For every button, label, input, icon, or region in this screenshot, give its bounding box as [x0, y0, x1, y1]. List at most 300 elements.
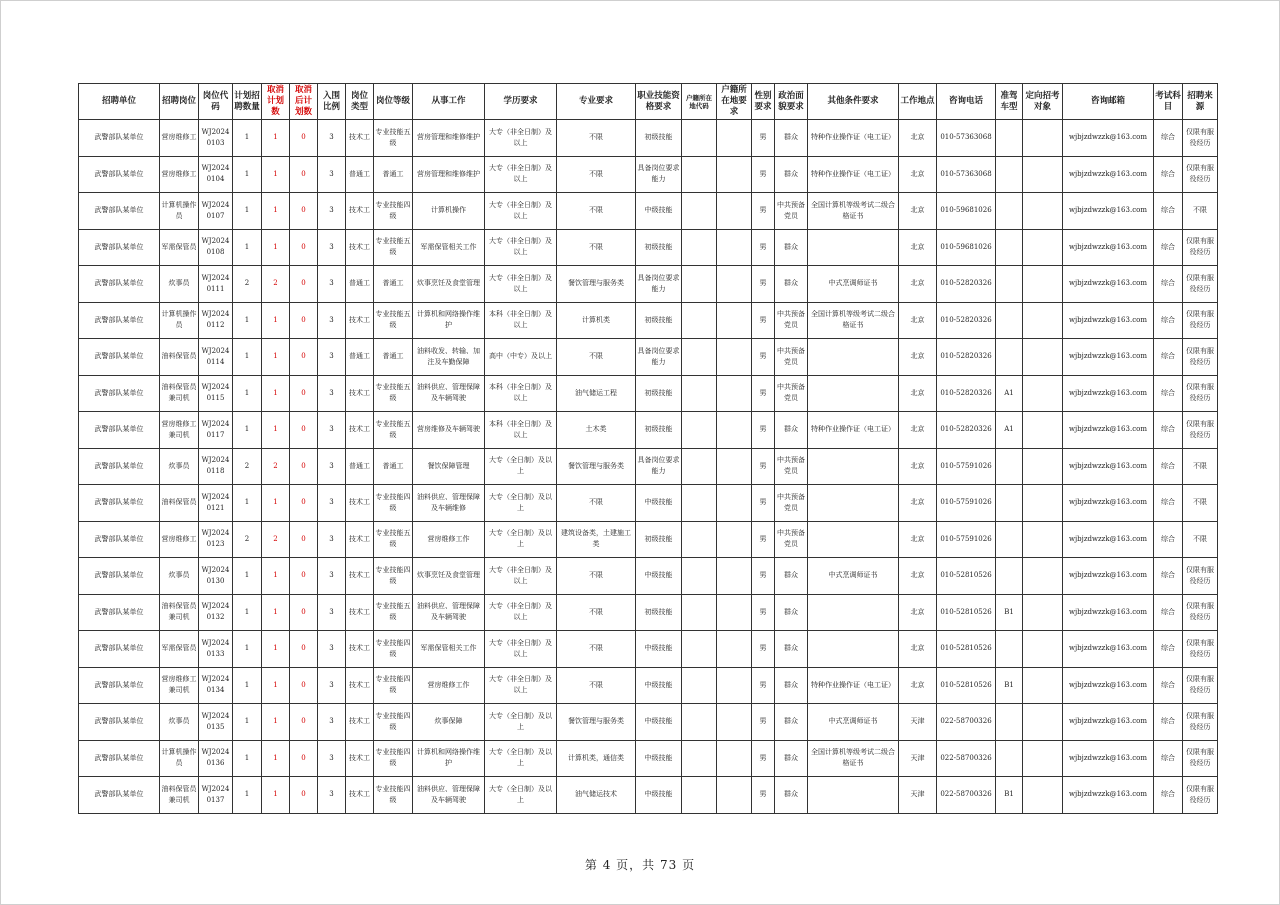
cell-hukou-code: [682, 521, 717, 558]
cell-phone: 010-57363068: [937, 156, 996, 193]
cell-other: 全国计算机等级考试二级合格证书: [808, 302, 899, 339]
cell-level: 专业技能五级: [374, 375, 413, 412]
cell-location: 天津: [899, 740, 937, 777]
cell-gender: 男: [752, 704, 775, 741]
cell-skill-qualification: 初级技能: [636, 229, 682, 266]
cell-target: [1023, 521, 1063, 558]
cell-target: [1023, 375, 1063, 412]
cell-gender: 男: [752, 412, 775, 449]
cell-work: 餐饮保障管理: [413, 448, 485, 485]
cell-unit: 武警部队某单位: [79, 521, 160, 558]
cell-major: 计算机类: [557, 302, 636, 339]
cell-target: [1023, 777, 1063, 814]
cell-unit: 武警部队某单位: [79, 193, 160, 230]
cell-level: 普通工: [374, 339, 413, 376]
cell-phone: 010-52810526: [937, 667, 996, 704]
cell-political: 群众: [775, 120, 808, 157]
cell-education: 本科（非全日制）及以上: [485, 375, 557, 412]
cell-major: 不限: [557, 339, 636, 376]
cell-type: 技术工: [346, 704, 374, 741]
cell-code: WJ20240112: [199, 302, 233, 339]
cell-license: A1: [996, 375, 1023, 412]
table-row: [79, 120, 1218, 157]
cell-education: 大专（非全日制）及以上: [485, 120, 557, 157]
cell-email: wjbjzdwzzk@163.com: [1063, 302, 1154, 339]
cell-gender: 男: [752, 740, 775, 777]
cell-gender: 男: [752, 485, 775, 522]
cell-planned: 1: [233, 558, 262, 595]
cell-exam: 综合: [1154, 594, 1183, 631]
cell-position: 油料保管员兼司机: [160, 375, 199, 412]
cell-source: 仅限有服役经历: [1183, 229, 1218, 266]
cell-phone: 010-57591026: [937, 521, 996, 558]
cell-major: 不限: [557, 193, 636, 230]
cell-other: [808, 448, 899, 485]
cell-cancelled: 1: [262, 120, 290, 157]
table-row: [79, 193, 1218, 230]
cell-education: 本科（非全日制）及以上: [485, 412, 557, 449]
cell-type: 技术工: [346, 229, 374, 266]
table-body: [79, 120, 1218, 814]
cell-code: WJ20240114: [199, 339, 233, 376]
col-header-education: 学历要求: [485, 84, 557, 120]
cell-position: 营房维修工兼司机: [160, 412, 199, 449]
cell-level: 普通工: [374, 448, 413, 485]
cell-phone: 022-58700326: [937, 777, 996, 814]
cell-cancelled: 1: [262, 156, 290, 193]
cell-cancelled: 1: [262, 485, 290, 522]
cell-education: 大专（全日制）及以上: [485, 521, 557, 558]
cell-hukou-requirement: [717, 375, 752, 412]
cell-cancelled: 1: [262, 667, 290, 704]
cell-exam: 综合: [1154, 558, 1183, 595]
cell-location: 北京: [899, 558, 937, 595]
cell-source: 不限: [1183, 448, 1218, 485]
cell-work: 军需保管相关工作: [413, 229, 485, 266]
cell-phone: 010-57591026: [937, 448, 996, 485]
cell-target: [1023, 448, 1063, 485]
cell-position: 营房维修工: [160, 521, 199, 558]
cell-hukou-code: [682, 302, 717, 339]
cell-skill-qualification: 中级技能: [636, 704, 682, 741]
cell-education: 大专（全日制）及以上: [485, 740, 557, 777]
cell-license: B1: [996, 667, 1023, 704]
cell-hukou-code: [682, 266, 717, 303]
table-row: [79, 412, 1218, 449]
cell-education: 大专（非全日制）及以上: [485, 558, 557, 595]
cell-target: [1023, 631, 1063, 668]
cell-location: 北京: [899, 339, 937, 376]
cell-work: 营房维修工作: [413, 667, 485, 704]
cell-position: 油料保管员: [160, 339, 199, 376]
cell-target: [1023, 667, 1063, 704]
cell-planned: 1: [233, 339, 262, 376]
cell-remaining: 0: [290, 667, 318, 704]
cell-unit: 武警部队某单位: [79, 704, 160, 741]
cell-exam: 综合: [1154, 485, 1183, 522]
cell-code: WJ20240134: [199, 667, 233, 704]
cell-email: wjbjzdwzzk@163.com: [1063, 120, 1154, 157]
table-row: [79, 777, 1218, 814]
cell-cancelled: 1: [262, 558, 290, 595]
cell-remaining: 0: [290, 777, 318, 814]
cell-remaining: 0: [290, 120, 318, 157]
col-header-license: 准驾车型: [996, 84, 1023, 120]
cell-planned: 1: [233, 156, 262, 193]
cell-source: 仅限有服役经历: [1183, 375, 1218, 412]
cell-hukou-requirement: [717, 631, 752, 668]
cell-exam: 综合: [1154, 193, 1183, 230]
header-row: [79, 84, 1218, 120]
cell-work: 营房维修及车辆驾驶: [413, 412, 485, 449]
cell-cancelled: 1: [262, 302, 290, 339]
cell-type: 技术工: [346, 667, 374, 704]
table-row: [79, 375, 1218, 412]
cell-hukou-requirement: [717, 193, 752, 230]
cell-level: 专业技能四级: [374, 558, 413, 595]
cell-work: 计算机和网络操作维护: [413, 740, 485, 777]
cell-email: wjbjzdwzzk@163.com: [1063, 412, 1154, 449]
cell-position: 营房维修工: [160, 156, 199, 193]
cell-email: wjbjzdwzzk@163.com: [1063, 521, 1154, 558]
cell-work: 油料供应、管理保障及车辆驾驶: [413, 777, 485, 814]
col-header-gender: 性别要求: [752, 84, 775, 120]
cell-work: 计算机和网络操作维护: [413, 302, 485, 339]
cell-cancelled: 1: [262, 339, 290, 376]
cell-hukou-requirement: [717, 558, 752, 595]
cell-remaining: 0: [290, 412, 318, 449]
cell-exam: 综合: [1154, 156, 1183, 193]
cell-unit: 武警部队某单位: [79, 631, 160, 668]
col-header-position: 招聘岗位: [160, 84, 199, 120]
cell-code: WJ20240121: [199, 485, 233, 522]
cell-hukou-requirement: [717, 266, 752, 303]
cell-skill-qualification: 中级技能: [636, 193, 682, 230]
cell-level: 普通工: [374, 266, 413, 303]
cell-remaining: 0: [290, 302, 318, 339]
cell-gender: 男: [752, 375, 775, 412]
cell-political: 中共预备党员: [775, 448, 808, 485]
cell-work: 油料供应、管理保障及车辆驾驶: [413, 594, 485, 631]
col-header-email: 咨询邮箱: [1063, 84, 1154, 120]
cell-exam: 综合: [1154, 266, 1183, 303]
cell-hukou-requirement: [717, 594, 752, 631]
cell-type: 技术工: [346, 120, 374, 157]
cell-hukou-requirement: [717, 229, 752, 266]
cell-planned: 1: [233, 667, 262, 704]
cell-political: 群众: [775, 594, 808, 631]
cell-email: wjbjzdwzzk@163.com: [1063, 594, 1154, 631]
cell-code: WJ20240117: [199, 412, 233, 449]
cell-cancelled: 1: [262, 412, 290, 449]
cell-email: wjbjzdwzzk@163.com: [1063, 704, 1154, 741]
cell-location: 北京: [899, 448, 937, 485]
cell-planned: 1: [233, 229, 262, 266]
cell-skill-qualification: 中级技能: [636, 485, 682, 522]
cell-source: 仅限有服役经历: [1183, 777, 1218, 814]
cell-type: 普通工: [346, 156, 374, 193]
cell-source: 仅限有服役经历: [1183, 704, 1218, 741]
cell-cancelled: 1: [262, 375, 290, 412]
cell-remaining: 0: [290, 631, 318, 668]
cell-type: 技术工: [346, 558, 374, 595]
cell-target: [1023, 558, 1063, 595]
cell-target: [1023, 485, 1063, 522]
cell-major: 不限: [557, 558, 636, 595]
cell-location: 北京: [899, 521, 937, 558]
cell-cancelled: 1: [262, 229, 290, 266]
cell-hukou-requirement: [717, 704, 752, 741]
cell-location: 北京: [899, 594, 937, 631]
cell-unit: 武警部队某单位: [79, 412, 160, 449]
cell-political: 群众: [775, 777, 808, 814]
cell-exam: 综合: [1154, 302, 1183, 339]
cell-hukou-code: [682, 339, 717, 376]
cell-education: 大专（非全日制）及以上: [485, 266, 557, 303]
cell-political: 群众: [775, 266, 808, 303]
cell-unit: 武警部队某单位: [79, 485, 160, 522]
cell-position: 营房维修工兼司机: [160, 667, 199, 704]
cell-location: 北京: [899, 266, 937, 303]
cell-other: [808, 521, 899, 558]
cell-phone: 010-57591026: [937, 485, 996, 522]
cell-exam: 综合: [1154, 448, 1183, 485]
cell-source: 仅限有服役经历: [1183, 302, 1218, 339]
cell-exam: 综合: [1154, 229, 1183, 266]
cell-type: 技术工: [346, 594, 374, 631]
cell-unit: 武警部队某单位: [79, 777, 160, 814]
cell-work: 油料供应、管理保障及车辆驾驶: [413, 375, 485, 412]
cell-location: 天津: [899, 777, 937, 814]
cell-ratio: 3: [318, 485, 346, 522]
cell-unit: 武警部队某单位: [79, 266, 160, 303]
cell-gender: 男: [752, 120, 775, 157]
cell-phone: 010-52820326: [937, 302, 996, 339]
cell-type: 普通工: [346, 339, 374, 376]
cell-target: [1023, 412, 1063, 449]
cell-target: [1023, 302, 1063, 339]
table-row: [79, 339, 1218, 376]
cell-license: [996, 485, 1023, 522]
cell-code: WJ20240135: [199, 704, 233, 741]
cell-ratio: 3: [318, 740, 346, 777]
cell-education: 大专（非全日制）及以上: [485, 229, 557, 266]
cell-unit: 武警部队某单位: [79, 339, 160, 376]
cell-position: 计算机操作员: [160, 740, 199, 777]
cell-political: 中共预备党员: [775, 302, 808, 339]
cell-license: [996, 521, 1023, 558]
cell-location: 北京: [899, 120, 937, 157]
cell-major: 餐饮管理与服务类: [557, 448, 636, 485]
cell-unit: 武警部队某单位: [79, 229, 160, 266]
table-row: [79, 266, 1218, 303]
cell-level: 专业技能四级: [374, 740, 413, 777]
cell-major: 油气储运工程: [557, 375, 636, 412]
cell-ratio: 3: [318, 667, 346, 704]
cell-location: 北京: [899, 667, 937, 704]
cell-remaining: 0: [290, 704, 318, 741]
cell-ratio: 3: [318, 302, 346, 339]
cell-skill-qualification: 初级技能: [636, 120, 682, 157]
cell-major: 不限: [557, 594, 636, 631]
cell-level: 专业技能四级: [374, 193, 413, 230]
cell-education: 大专（非全日制）及以上: [485, 631, 557, 668]
cell-target: [1023, 339, 1063, 376]
cell-skill-qualification: 初级技能: [636, 521, 682, 558]
cell-education: 大专（全日制）及以上: [485, 485, 557, 522]
cell-political: 群众: [775, 156, 808, 193]
col-header-source: 招聘来源: [1183, 84, 1218, 120]
cell-major: 不限: [557, 631, 636, 668]
cell-cancelled: 1: [262, 704, 290, 741]
cell-target: [1023, 229, 1063, 266]
cell-target: [1023, 156, 1063, 193]
cell-other: 中式烹调师证书: [808, 704, 899, 741]
cell-skill-qualification: 中级技能: [636, 558, 682, 595]
cell-location: 北京: [899, 485, 937, 522]
cell-location: 北京: [899, 302, 937, 339]
cell-source: 仅限有服役经历: [1183, 558, 1218, 595]
cell-planned: 1: [233, 120, 262, 157]
cell-level: 专业技能五级: [374, 229, 413, 266]
cell-type: 普通工: [346, 266, 374, 303]
table-row: [79, 667, 1218, 704]
cell-other: [808, 777, 899, 814]
cell-location: 北京: [899, 229, 937, 266]
cell-skill-qualification: 初级技能: [636, 412, 682, 449]
cell-political: 群众: [775, 704, 808, 741]
cell-political: 群众: [775, 558, 808, 595]
cell-source: 仅限有服役经历: [1183, 740, 1218, 777]
cell-other: [808, 229, 899, 266]
cell-source: 仅限有服役经历: [1183, 339, 1218, 376]
cell-type: 普通工: [346, 448, 374, 485]
table-row: [79, 229, 1218, 266]
cell-type: 技术工: [346, 740, 374, 777]
cell-level: 专业技能五级: [374, 521, 413, 558]
cell-ratio: 3: [318, 558, 346, 595]
cell-code: WJ20240130: [199, 558, 233, 595]
cell-email: wjbjzdwzzk@163.com: [1063, 777, 1154, 814]
cell-exam: 综合: [1154, 120, 1183, 157]
cell-email: wjbjzdwzzk@163.com: [1063, 229, 1154, 266]
cell-remaining: 0: [290, 740, 318, 777]
cell-education: 本科（非全日制）及以上: [485, 302, 557, 339]
cell-type: 技术工: [346, 777, 374, 814]
cell-other: 特种作业操作证（电工证）: [808, 412, 899, 449]
cell-planned: 1: [233, 777, 262, 814]
cell-cancelled: 1: [262, 740, 290, 777]
cell-major: 餐饮管理与服务类: [557, 704, 636, 741]
cell-exam: 综合: [1154, 339, 1183, 376]
col-header-location: 工作地点: [899, 84, 937, 120]
cell-source: 不限: [1183, 485, 1218, 522]
cell-gender: 男: [752, 339, 775, 376]
cell-hukou-code: [682, 558, 717, 595]
cell-skill-qualification: 具备岗位要求能力: [636, 339, 682, 376]
cell-political: 中共预备党员: [775, 485, 808, 522]
cell-hukou-requirement: [717, 521, 752, 558]
cell-remaining: 0: [290, 485, 318, 522]
cell-position: 炊事员: [160, 266, 199, 303]
cell-political: 中共预备党员: [775, 339, 808, 376]
cell-skill-qualification: 具备岗位要求能力: [636, 448, 682, 485]
cell-unit: 武警部队某单位: [79, 120, 160, 157]
cell-major: 不限: [557, 156, 636, 193]
cell-political: 中共预备党员: [775, 521, 808, 558]
cell-planned: 1: [233, 704, 262, 741]
cell-skill-qualification: 中级技能: [636, 740, 682, 777]
cell-remaining: 0: [290, 375, 318, 412]
cell-skill-qualification: 中级技能: [636, 667, 682, 704]
cell-exam: 综合: [1154, 521, 1183, 558]
cell-work: 炊事保障: [413, 704, 485, 741]
cell-position: 军需保管员: [160, 229, 199, 266]
cell-education: 高中（中专）及以上: [485, 339, 557, 376]
cell-remaining: 0: [290, 521, 318, 558]
cell-remaining: 0: [290, 266, 318, 303]
cell-gender: 男: [752, 594, 775, 631]
cell-major: 不限: [557, 667, 636, 704]
cell-phone: 022-58700326: [937, 704, 996, 741]
cell-code: WJ20240115: [199, 375, 233, 412]
cell-ratio: 3: [318, 521, 346, 558]
table-row: [79, 558, 1218, 595]
cell-email: wjbjzdwzzk@163.com: [1063, 266, 1154, 303]
cell-unit: 武警部队某单位: [79, 594, 160, 631]
cell-code: WJ20240118: [199, 448, 233, 485]
cell-location: 北京: [899, 375, 937, 412]
cell-ratio: 3: [318, 375, 346, 412]
cell-gender: 男: [752, 448, 775, 485]
cell-phone: 010-52810526: [937, 631, 996, 668]
cell-other: [808, 375, 899, 412]
cell-phone: 010-52820326: [937, 266, 996, 303]
cell-cancelled: 2: [262, 266, 290, 303]
cell-level: 专业技能五级: [374, 302, 413, 339]
cell-unit: 武警部队某单位: [79, 448, 160, 485]
cell-code: WJ20240133: [199, 631, 233, 668]
cell-unit: 武警部队某单位: [79, 375, 160, 412]
cell-skill-qualification: 初级技能: [636, 375, 682, 412]
cell-other: 特种作业操作证（电工证）: [808, 667, 899, 704]
cell-major: 建筑设备类，土建施工类: [557, 521, 636, 558]
cell-other: 中式烹调师证书: [808, 558, 899, 595]
cell-major: 土木类: [557, 412, 636, 449]
cell-license: [996, 740, 1023, 777]
cell-position: 油料保管员: [160, 485, 199, 522]
cell-location: 北京: [899, 631, 937, 668]
cell-education: 大专（全日制）及以上: [485, 777, 557, 814]
cell-hukou-requirement: [717, 339, 752, 376]
cell-gender: 男: [752, 777, 775, 814]
cell-gender: 男: [752, 558, 775, 595]
col-header-exam: 考试科目: [1154, 84, 1183, 120]
cell-gender: 男: [752, 229, 775, 266]
cell-gender: 男: [752, 521, 775, 558]
cell-phone: 010-59681026: [937, 229, 996, 266]
cell-other: 全国计算机等级考试二级合格证书: [808, 740, 899, 777]
col-header-skill-qualification: 职业技能资格要求: [636, 84, 682, 120]
cell-remaining: 0: [290, 558, 318, 595]
cell-unit: 武警部队某单位: [79, 156, 160, 193]
cell-remaining: 0: [290, 448, 318, 485]
cell-level: 专业技能五级: [374, 412, 413, 449]
cell-type: 技术工: [346, 375, 374, 412]
cell-remaining: 0: [290, 339, 318, 376]
cell-cancelled: 1: [262, 193, 290, 230]
cell-exam: 综合: [1154, 412, 1183, 449]
